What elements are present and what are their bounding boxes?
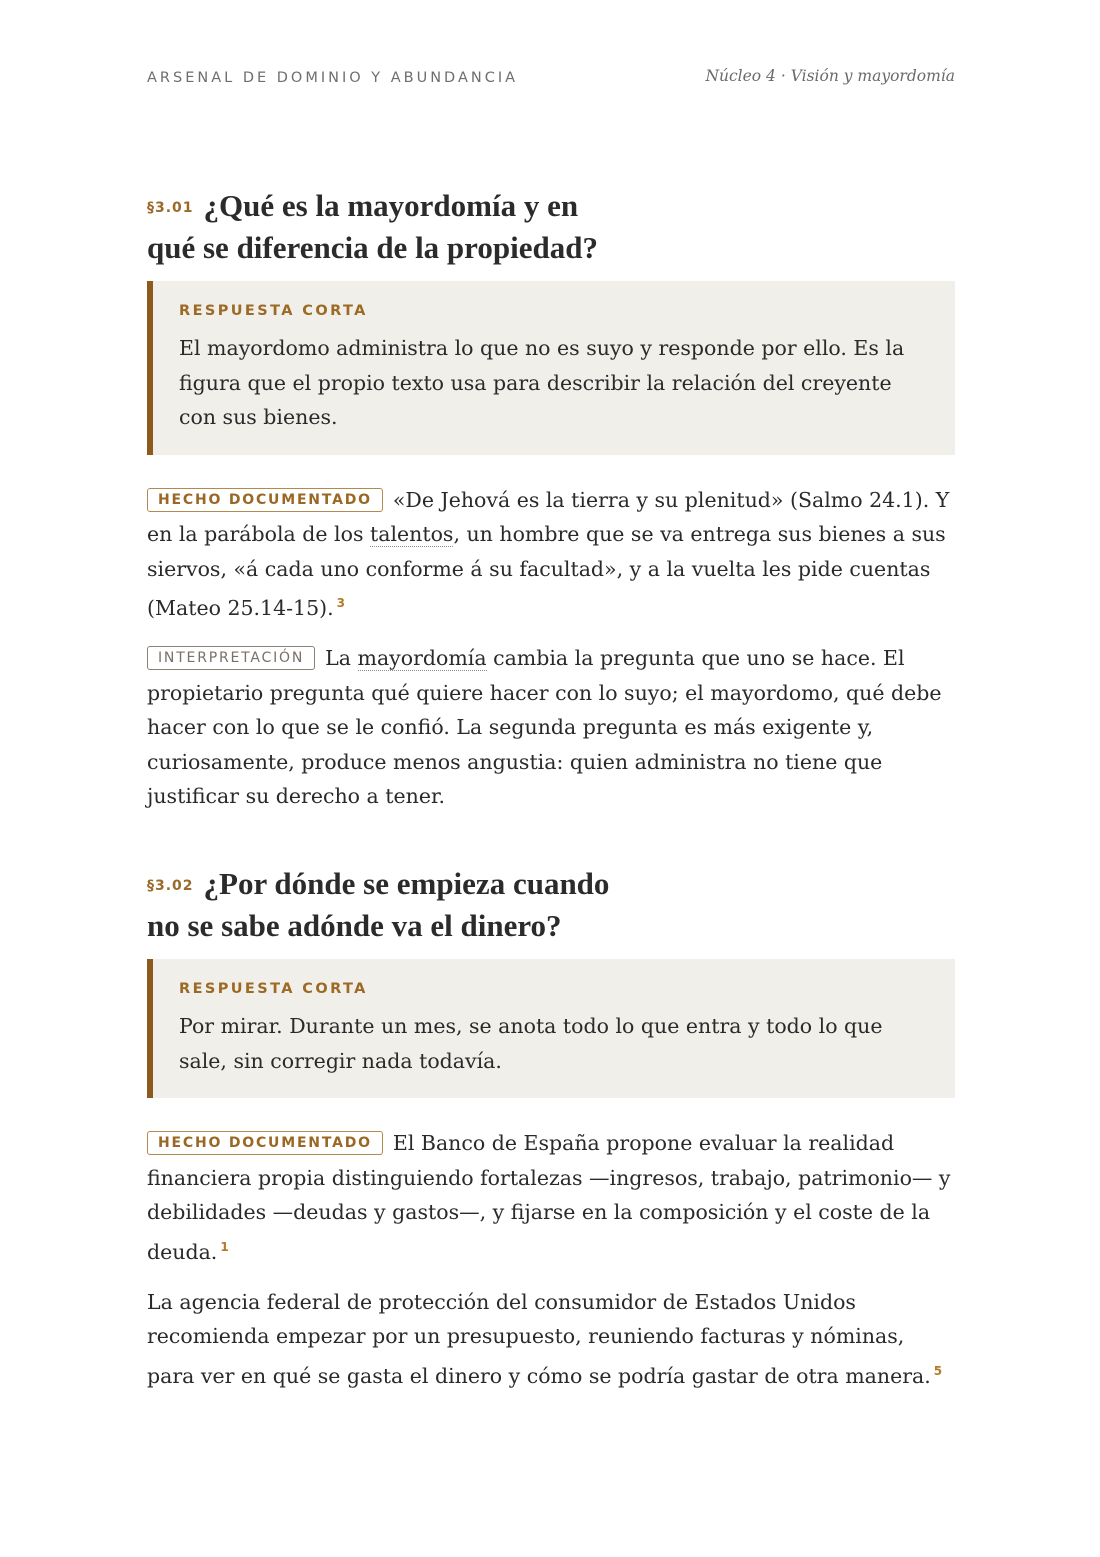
glossary-term-mayordomia[interactable]: mayordomía [357, 646, 487, 671]
section-title-line-2: qué se diferencia de la propiedad? [147, 230, 598, 265]
interp-text-end: cambia la pregunta que uno se hace. El propietario pregunta qué quiere hacer con lo suyo; el mayordomo, qué debe hacer con lo que se le confió. La segunda pregunta es más exigente y, curiosamente, produce menos angustia: quien administra no tiene que justificar su derecho a tener. [147, 646, 942, 809]
interpretation-paragraph [147, 641, 955, 814]
short-answer-label: RESPUESTA CORTA [179, 981, 368, 997]
paragraph-text: La agencia federal de protección del consumidor de Estados Unidos recomienda empezar por un presupuesto, reuniendo facturas y nóminas, para ver en qué se gasta el dinero y cómo se podría gastar de otra manera. [147, 1289, 931, 1388]
fact-text-start: «De Jehová es la tierra y su plenitud» (Salmo 24.1). Y en la parábola de los [147, 487, 950, 546]
body-paragraph [147, 1285, 955, 1393]
interpretation-tag: INTERPRETACIÓN [147, 646, 315, 670]
documented-fact-tag: HECHO DOCUMENTADO [147, 1131, 383, 1155]
section-title-line-1: ¿Por dónde se empieza cuando [203, 866, 610, 901]
book-title: ARSENAL DE DOMINIO Y ABUNDANCIA [147, 70, 519, 86]
fact-text: El Banco de España propone evaluar la realidad financiera propia distinguiendo fortalezas —ingresos, trabajo, patrimonio— y debilidades —deudas y gastos—, y fijarse en la composición y el coste de la deuda. [147, 1131, 951, 1264]
short-answer-text: El mayordomo administra lo que no es suyo y responde por ello. Es la figura que el propio texto usa para describir la relación del creyente con sus bienes. [179, 336, 905, 429]
short-answer-label: RESPUESTA CORTA [179, 303, 368, 319]
interp-text-start: La [325, 646, 358, 671]
short-answer-box [147, 959, 955, 1098]
footnote-ref[interactable]: 1 [220, 1239, 229, 1254]
chapter-label: Núcleo 4 · Visión y mayordomía [705, 67, 955, 85]
short-answer-text: Por mirar. Durante un mes, se anota todo lo que entra y todo lo que sale, sin corregir nada todavía. [179, 1014, 883, 1073]
section-heading [147, 866, 955, 943]
documented-fact-paragraph [147, 483, 955, 626]
section-3-01 [147, 188, 955, 814]
fact-text-end: , un hombre que se va entrega sus bienes a sus siervos, «á cada uno conforme á su facultad», y a la vuelta les pide cuentas (Mateo 25.14-15). [147, 522, 946, 620]
section-title-line-2: no se sabe adónde va el dinero? [147, 908, 562, 943]
section-number: §3.01 [147, 200, 194, 216]
footnote-ref[interactable]: 3 [336, 596, 346, 610]
section-title-line-1: ¿Qué es la mayordomía y en [203, 188, 579, 223]
short-answer-box [147, 281, 955, 455]
footnote-ref[interactable]: 5 [933, 1363, 943, 1378]
documented-fact-paragraph [147, 1126, 955, 1269]
running-header [147, 66, 955, 90]
glossary-term-talentos[interactable]: talentos [369, 522, 454, 546]
section-3-02 [147, 866, 955, 1393]
section-number: §3.02 [147, 878, 194, 894]
section-heading [147, 188, 955, 265]
documented-fact-tag: HECHO DOCUMENTADO [147, 488, 383, 512]
